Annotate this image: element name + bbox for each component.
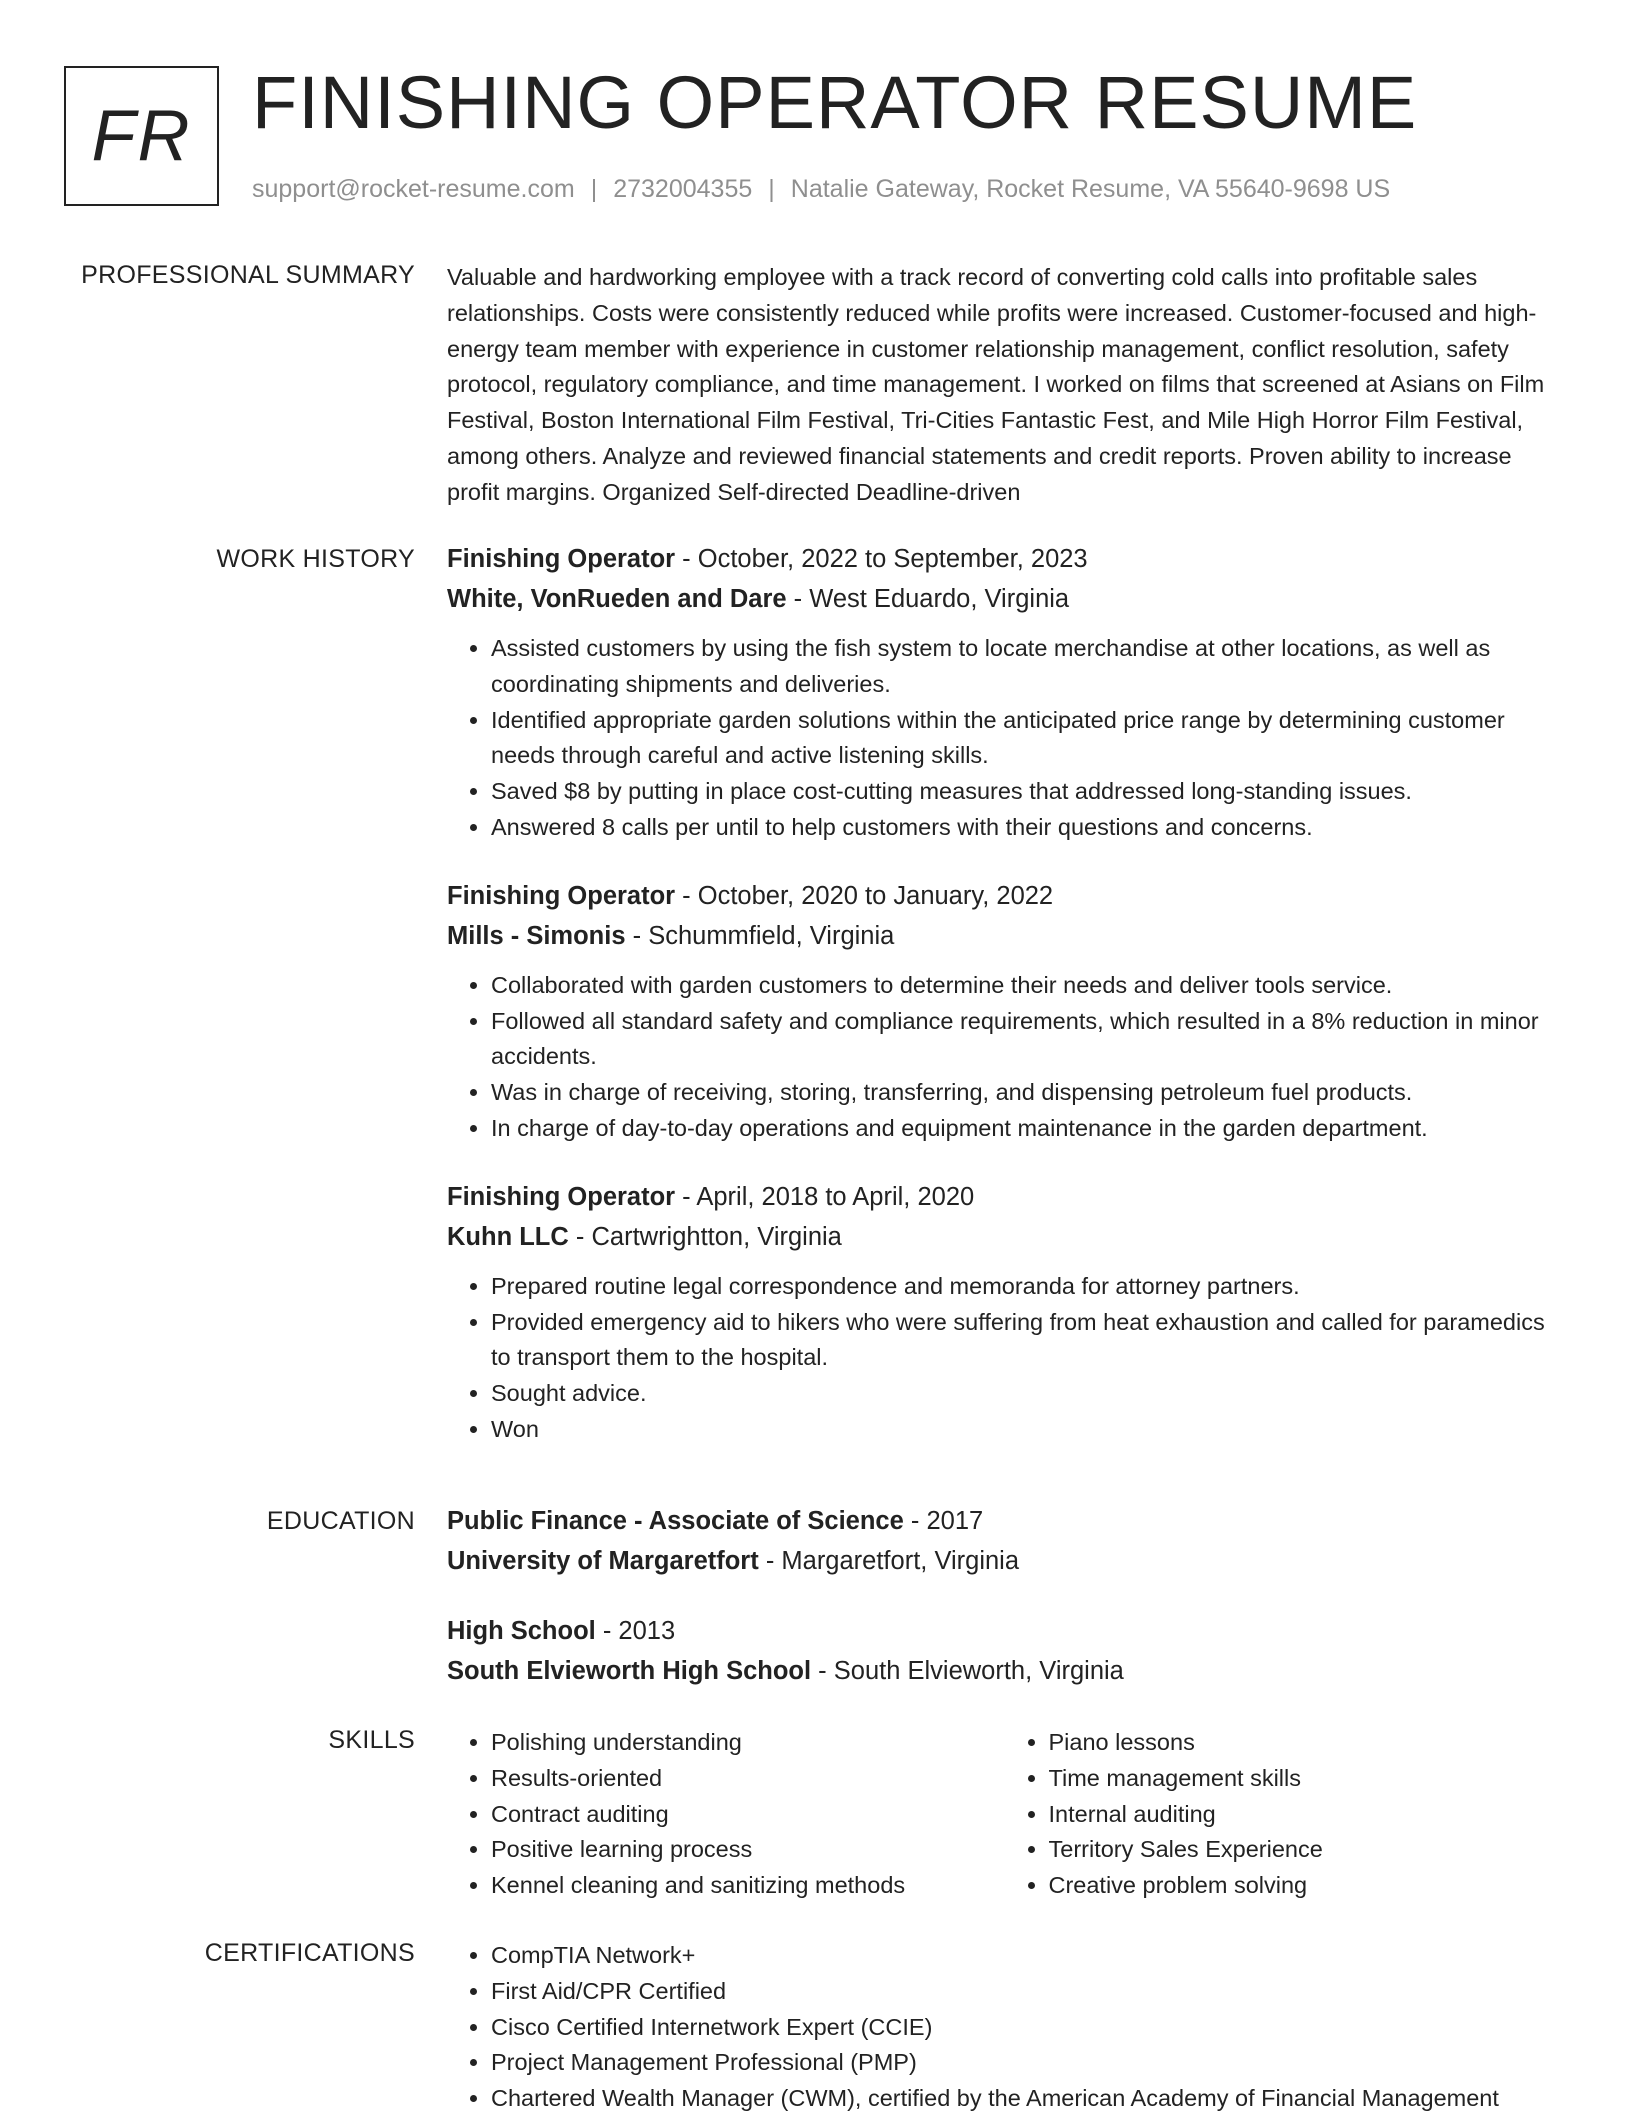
skill-item: • Internal auditing [1049, 1797, 1563, 1833]
skill-item: • Time management skills [1049, 1761, 1563, 1797]
job-bullet: • Won [491, 1412, 1562, 1448]
job-location: - Schummfield, Virginia [625, 921, 895, 950]
summary-text: Valuable and hardworking employee with a track record of converting cold calls into profitable sales relationships. Costs were consistently reduced while profits were increased. Customer-focused and high-energy team member with experience in customer relationship management, conflict resolution, safety protocol, regulatory compliance, and time management. I worked on films that screened at Asians on Film Festival, Boston International Film Festival, Tri-Cities Fantastic Fest, and Mile High Horror Film Festival, among others. Analyze and reviewed financial statements and credit reports. Proven ability to increase profit margins. Organized Self-directed Deadline-driven [447, 264, 1545, 505]
job-company-line [447, 1217, 1562, 1257]
job-bullet: • Provided emergency aid to hikers who were suffering from heat exhaustion and called for paramedics to transport them to the hospital. [491, 1305, 1562, 1377]
certifications-body [447, 1938, 1562, 2117]
job-bullet: • Prepared routine legal correspondence and memoranda for attorney partners. [491, 1269, 1562, 1305]
education-year: - 2017 [903, 1507, 984, 1535]
job-dates: - April, 2018 to April, 2020 [675, 1182, 975, 1211]
contact-address: Natalie Gateway, Rocket Resume, VA 55640-9698 US [790, 175, 1391, 203]
skill-item: • Results-oriented [491, 1761, 1005, 1797]
job-company: Kuhn LLC [447, 1222, 569, 1251]
job-bullets [447, 968, 1562, 1147]
education-location: - South Elvieworth, Virginia [811, 1657, 1124, 1685]
certification-item: • CompTIA Network+ [491, 1938, 1562, 1974]
monogram-logo: FR [64, 66, 219, 206]
resume-title: FINISHING OPERATOR RESUME [252, 61, 1418, 144]
education-entry [447, 1611, 1562, 1691]
section-label-certifications: CERTIFICATIONS [204, 1939, 415, 1967]
education-school: University of Margaretfort [447, 1547, 759, 1575]
work-history-body [447, 539, 1562, 1448]
contact-separator: | [768, 175, 775, 203]
education-location: - Margaretfort, Virginia [758, 1547, 1020, 1575]
certifications-list [447, 1938, 1562, 2117]
job-bullet: • In charge of day-to-day operations and equipment maintenance in the garden department. [491, 1111, 1562, 1147]
job-title: Finishing Operator [447, 1182, 676, 1211]
job-title: Finishing Operator [447, 545, 676, 573]
summary-body [447, 260, 1562, 511]
skills-columns [447, 1725, 1562, 1904]
job-title: Finishing Operator [447, 881, 676, 910]
job-title-line [447, 876, 1562, 916]
job-company: White, VonRueden and Dare [447, 585, 787, 613]
education-school-line [447, 1651, 1562, 1691]
job-company-line [447, 579, 1562, 619]
skill-item: • Territory Sales Experience [1049, 1832, 1563, 1868]
job-title-line [447, 1177, 1562, 1217]
job-dates: - October, 2020 to January, 2022 [675, 881, 1054, 910]
certification-item: • Cisco Certified Internetwork Expert (CCIE) [491, 2010, 1562, 2046]
education-degree: Public Finance - Associate of Science [447, 1507, 904, 1535]
certification-item: • First Aid/CPR Certified [491, 1974, 1562, 2010]
education-school: South Elvieworth High School [447, 1657, 812, 1685]
job-location: - West Eduardo, Virginia [786, 585, 1070, 613]
job-location: - Cartwrightton, Virginia [568, 1222, 842, 1251]
job-company-line [447, 916, 1562, 956]
skills-list-right [1005, 1725, 1563, 1904]
skill-item: • Piano lessons [1049, 1725, 1563, 1761]
section-label-summary: PROFESSIONAL SUMMARY [81, 261, 415, 289]
skills-body [447, 1725, 1562, 1904]
section-label-skills: SKILLS [328, 1726, 415, 1754]
job-dates: - October, 2022 to September, 2023 [675, 545, 1088, 573]
certification-item: • Chartered Wealth Manager (CWM), certified by the American Academy of Financial Management [491, 2081, 1562, 2117]
section-label-work-history: WORK HISTORY [216, 545, 415, 573]
contact-email: support@rocket-resume.com [252, 175, 575, 203]
education-degree-line [447, 1501, 1562, 1541]
education-entry [447, 1501, 1562, 1581]
job-bullet: • Saved $8 by putting in place cost-cutting measures that addressed long-standing issues. [491, 774, 1562, 810]
contact-phone: 2732004355 [613, 175, 753, 203]
education-degree-line [447, 1611, 1562, 1651]
education-school-line [447, 1541, 1562, 1581]
section-label-education: EDUCATION [266, 1507, 415, 1535]
job-bullet: • Followed all standard safety and compliance requirements, which resulted in a 8% reduction in minor accidents. [491, 1004, 1562, 1076]
job-entry [447, 1177, 1562, 1448]
job-bullet: • Sought advice. [491, 1376, 1562, 1412]
education-degree: High School [447, 1617, 596, 1645]
job-entry [447, 876, 1562, 1147]
job-bullet: • Assisted customers by using the fish system to locate merchandise at other locations, as well as coordinating shipments and deliveries. [491, 631, 1562, 703]
job-bullet: • Collaborated with garden customers to determine their needs and deliver tools service. [491, 968, 1562, 1004]
job-company: Mills - Simonis [447, 921, 626, 950]
skill-item: • Kennel cleaning and sanitizing methods [491, 1868, 1005, 1904]
skill-item: • Positive learning process [491, 1832, 1005, 1868]
job-bullets [447, 631, 1562, 846]
education-year: - 2013 [595, 1617, 676, 1645]
contact-separator: | [590, 175, 598, 203]
job-bullet: • Was in charge of receiving, storing, transferring, and dispensing petroleum fuel products. [491, 1075, 1562, 1111]
job-bullet: • Identified appropriate garden solutions within the anticipated price range by determining customer needs through careful and active listening skills. [491, 703, 1562, 775]
contact-line [252, 174, 1390, 204]
certification-item: • Project Management Professional (PMP) [491, 2045, 1562, 2081]
job-bullet: • Answered 8 calls per until to help customers with their questions and concerns. [491, 810, 1562, 846]
skill-item: • Contract auditing [491, 1797, 1005, 1833]
job-title-line [447, 539, 1562, 579]
skill-item: • Creative problem solving [1049, 1868, 1563, 1904]
job-entry [447, 539, 1562, 846]
skills-list-left [447, 1725, 1005, 1904]
education-body [447, 1501, 1562, 1691]
skill-item: • Polishing understanding [491, 1725, 1005, 1761]
job-bullets [447, 1269, 1562, 1448]
